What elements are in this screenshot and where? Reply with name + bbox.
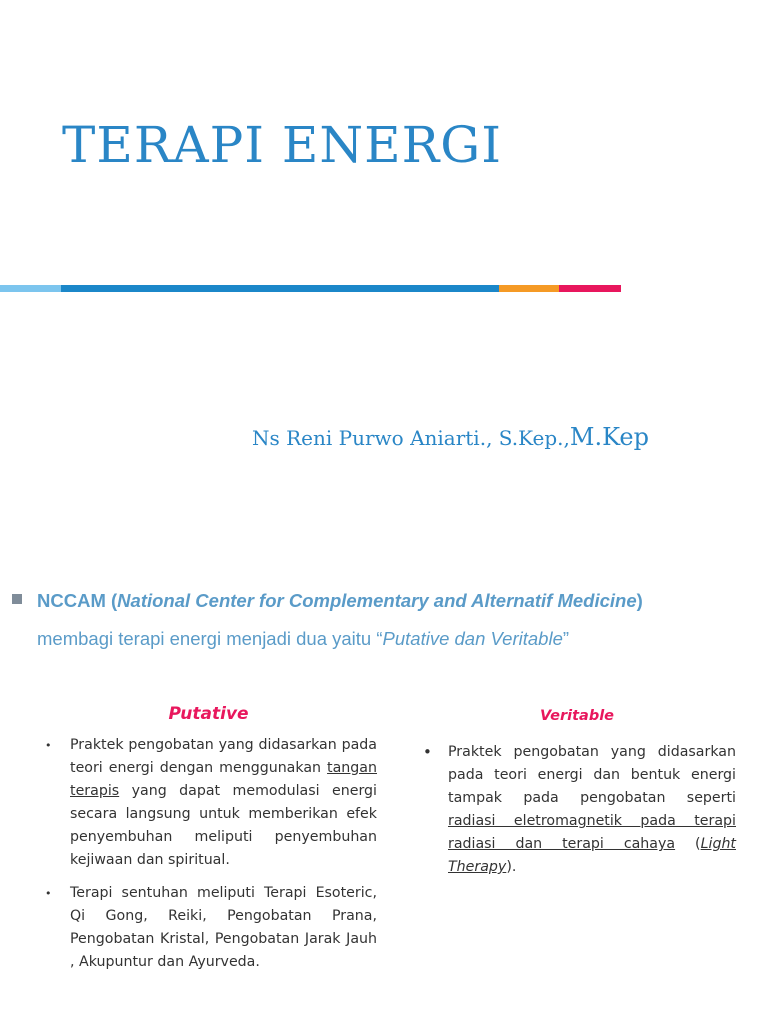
intro-line2-close: ” bbox=[562, 628, 570, 649]
accent-bar-blue bbox=[61, 285, 499, 292]
intro-line2-text: membagi terapi energi menjadi dua yaitu “ bbox=[37, 628, 383, 649]
veritable-column bbox=[418, 705, 736, 879]
intro-full-name: National Center for Complementary and Alternatif Medicine bbox=[117, 590, 637, 611]
veritable-list bbox=[418, 741, 736, 879]
intro-acronym: NCCAM bbox=[37, 590, 106, 611]
putative-item-1 bbox=[40, 734, 377, 872]
putative-item-1-text: Praktek pengobatan yang didasarkan pada teori energi dengan menggunakan bbox=[70, 737, 377, 776]
accent-bar-pink bbox=[559, 285, 621, 292]
author-line bbox=[252, 423, 649, 451]
accent-bar-orange bbox=[499, 285, 559, 292]
intro-line-2 bbox=[12, 628, 762, 650]
accent-bar-light-blue bbox=[0, 285, 61, 292]
putative-item-1-underlined: tangan terapis bbox=[70, 760, 377, 799]
veritable-heading: Veritable bbox=[539, 708, 615, 724]
author-degree: M.Kep bbox=[569, 423, 649, 451]
veritable-item-1-paren: ( bbox=[675, 836, 701, 852]
bullet-icon: • bbox=[423, 743, 432, 761]
putative-item-2 bbox=[40, 882, 377, 974]
putative-list bbox=[40, 734, 377, 974]
author-name: Ns Reni Purwo Aniarti., S.Kep., bbox=[252, 426, 570, 450]
bullet-icon: • bbox=[45, 739, 52, 752]
intro-open-paren: ( bbox=[105, 590, 118, 611]
veritable-item-1-text-end: ). bbox=[506, 859, 517, 875]
intro-line2-italic: Putative dan Veritable bbox=[382, 628, 563, 649]
putative-column bbox=[40, 703, 377, 974]
slide-title: TERAPI ENERGI bbox=[62, 116, 502, 174]
bullet-icon: • bbox=[45, 887, 52, 900]
intro-close-paren: ) bbox=[636, 590, 643, 611]
veritable-item-1-italic: Light Therapy bbox=[448, 836, 737, 875]
putative-item-2-text: Terapi sentuhan meliputi Terapi Esoteric, Qi Gong, Reiki, Pengobatan Prana, Pengobatan Kristal, Pengobatan Jarak Jauh , Akupuntur dan Ayurveda. bbox=[70, 885, 377, 970]
square-bullet-icon bbox=[12, 594, 22, 604]
intro-block bbox=[12, 590, 762, 650]
veritable-item-1 bbox=[418, 741, 736, 879]
intro-line-1 bbox=[12, 590, 762, 612]
veritable-item-1-text: Praktek pengobatan yang didasarkan pada teori energi dan bentuk energi tampak pada pengobatan seperti bbox=[448, 744, 736, 806]
veritable-item-1-underlined: radiasi eletromagnetik pada terapi radiasi dan terapi cahaya bbox=[448, 813, 736, 852]
putative-heading: Putative bbox=[168, 704, 249, 724]
putative-item-1-text-end: yang dapat memodulasi energi secara langsung untuk memberikan efek penyembuhan meliputi penyembuhan kejiwaan dan spiritual. bbox=[70, 783, 377, 868]
